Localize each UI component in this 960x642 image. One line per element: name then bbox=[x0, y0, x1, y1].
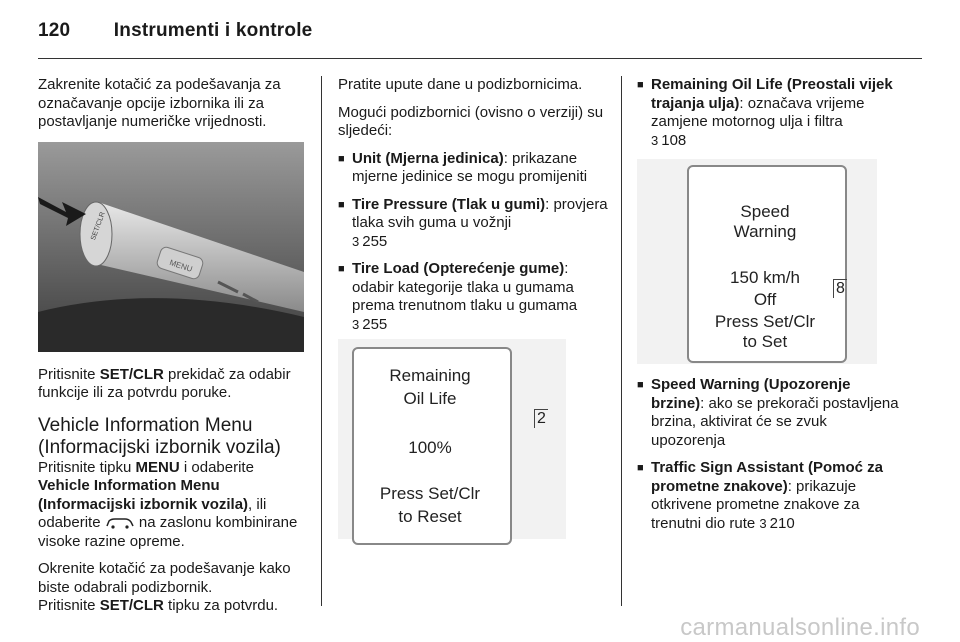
page-ref-icon: 3 bbox=[759, 515, 767, 531]
stalk-photo bbox=[38, 142, 304, 352]
display-value: 100% bbox=[408, 438, 452, 457]
list-item: ■ Remaining Oil Life (Preostali vijek trajanja ulja): označava vrijeme zamjene motornog ulja i filtra 3 108 bbox=[637, 76, 905, 150]
display-line: Speed bbox=[740, 202, 790, 221]
page-ref[interactable]: 255 bbox=[362, 315, 388, 333]
follow-paragraph: Pratite upute dane u podizbornicima. bbox=[338, 76, 583, 93]
display-line: Warning bbox=[733, 222, 797, 241]
list-item: ■ Tire Load (Opterećenje gume): odabir kategorije tlaka u gumama prema trenutnom tlaku u gumama 3 255 bbox=[338, 260, 608, 334]
press-paragraph: Pritisnite SET/CLR prekidač za odabir funkcije ili za potvrdu poruke. bbox=[38, 365, 291, 401]
set-clr-label: SET/CLR bbox=[90, 210, 107, 241]
display-badge: 8 bbox=[833, 279, 847, 298]
page-ref-icon: 3 bbox=[352, 233, 360, 249]
display-badge: 2 bbox=[534, 409, 548, 428]
submenu-list bbox=[338, 150, 608, 335]
display-line: to Set bbox=[742, 332, 788, 351]
list-item: ■ Unit (Mjerna jedinica): prikazane mjerne jedinice se mogu promijeniti bbox=[338, 150, 608, 187]
oil-life-display bbox=[338, 339, 566, 539]
list-item: ■ Speed Warning (Upozorenje brzine): ako se prekorači postavljena brzina, aktivirat će se zvuk upozorenja bbox=[637, 376, 905, 450]
column-2 bbox=[338, 76, 608, 545]
display-line: Press Set/Clr bbox=[714, 312, 816, 331]
list-item: ■ Tire Pressure (Tlak u gumi): provjera tlaka svih guma u vožnji 3 255 bbox=[338, 196, 608, 252]
page-title: Instrumenti i kontrole bbox=[113, 20, 313, 41]
menu-button-label: MENU bbox=[168, 257, 194, 274]
menu-paragraph: Pritisnite tipku MENU i odaberite Vehicle Information Menu (Informacijski izbornik vozila), ili odaberite na zaslonu kombinirane visoke razine opreme. bbox=[38, 458, 298, 550]
column-divider-1 bbox=[321, 76, 322, 606]
column-divider-2 bbox=[621, 76, 622, 606]
header-rule bbox=[38, 58, 922, 59]
display-line: Off bbox=[753, 290, 777, 309]
watermark: carmanualsonline.info bbox=[680, 614, 920, 641]
feature-list-bottom bbox=[637, 376, 905, 533]
feature-list-top bbox=[637, 76, 905, 150]
column-1 bbox=[38, 76, 308, 625]
page-ref[interactable]: 210 bbox=[769, 514, 795, 532]
page-ref[interactable]: 255 bbox=[362, 232, 388, 250]
intro-paragraph: Zakrenite kotačić za podešavanja za označavanje opcije izbornika ili za postavljanje numeričke vrijednosti. bbox=[38, 76, 281, 130]
display-line: Oil Life bbox=[403, 389, 457, 408]
page-ref[interactable]: 108 bbox=[661, 131, 687, 149]
display-line: Press Set/Clr bbox=[379, 484, 481, 503]
stalk-illustration bbox=[38, 142, 304, 352]
page-header bbox=[38, 20, 312, 42]
rotate-paragraph: Okrenite kotačić za podešavanje kako biste odabrali podizbornik. bbox=[38, 560, 291, 596]
display-line: Remaining bbox=[389, 366, 471, 385]
car-icon bbox=[105, 517, 135, 529]
confirm-paragraph: Pritisnite SET/CLR tipku za potvrdu. bbox=[38, 597, 279, 614]
section-heading: Vehicle Information Menu (Informacijski izbornik vozila) bbox=[38, 414, 281, 458]
submenus-paragraph: Mogući podizbornici (ovisno o verziji) su sljedeći: bbox=[338, 103, 604, 139]
column-3 bbox=[637, 76, 905, 542]
list-item: ■ Traffic Sign Assistant (Pomoć za prometne znakove): prikazuje otkrivene prometne znakove za trenutni dio rute 3 210 bbox=[637, 459, 905, 533]
page-number: 120 bbox=[38, 20, 71, 41]
speed-warning-display bbox=[637, 159, 877, 364]
display-value: 150 km/h bbox=[730, 268, 800, 287]
display-line: to Reset bbox=[398, 507, 462, 526]
page-ref-icon: 3 bbox=[651, 132, 659, 148]
page-ref-icon: 3 bbox=[352, 316, 360, 332]
